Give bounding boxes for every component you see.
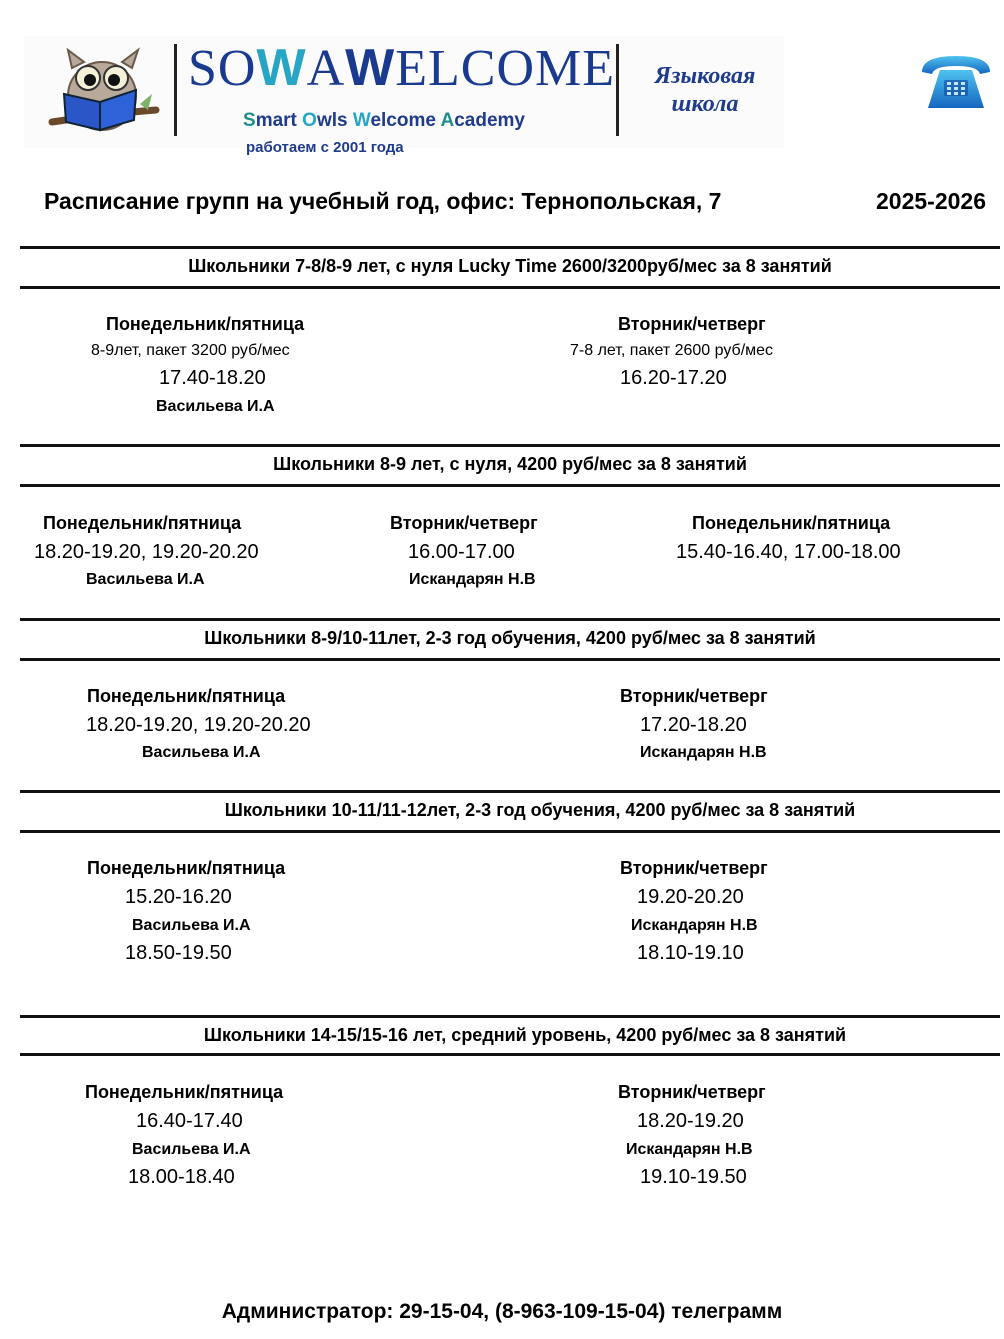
brand-name bbox=[188, 39, 615, 97]
tagline-part: mart bbox=[255, 110, 303, 131]
admin-contact: Администратор: 29-15-04, (8-963-109-15-04) телеграмм bbox=[221, 1300, 783, 1323]
time-slot: 18.20-19.20, 19.20-20.20 bbox=[86, 714, 311, 736]
school-label bbox=[630, 62, 780, 118]
day-label: Вторник/четверг bbox=[390, 513, 538, 533]
time-slot: 19.10-19.50 bbox=[640, 1166, 747, 1188]
time-slot: 18.20-19.20, 19.20-20.20 bbox=[34, 541, 259, 563]
brand-part: ELCOME bbox=[395, 40, 615, 97]
owl-logo-icon bbox=[44, 44, 164, 136]
time-slot: 18.10-19.10 bbox=[637, 942, 744, 964]
brand-part: SO bbox=[188, 40, 257, 97]
academic-year: 2025-2026 bbox=[876, 188, 986, 214]
time-slot: 18.50-19.50 bbox=[125, 942, 232, 964]
school-label-line: Языковая bbox=[654, 63, 756, 89]
day-label: Понедельник/пятница bbox=[85, 1082, 284, 1102]
section-divider bbox=[20, 830, 1000, 833]
section-divider bbox=[20, 246, 1000, 249]
day-label: Понедельник/пятница bbox=[87, 686, 286, 706]
group-note: 7-8 лет, пакет 2600 руб/мес bbox=[570, 342, 774, 359]
day-label: Понедельник/пятница bbox=[43, 513, 242, 533]
section-heading: Школьники 14-15/15-16 лет, средний уровень, 4200 руб/мес за 8 занятий bbox=[203, 1025, 847, 1045]
section-divider bbox=[20, 1015, 1000, 1018]
teacher-name: Васильева И.А bbox=[132, 1141, 251, 1158]
logo-divider bbox=[616, 44, 619, 136]
day-label: Понедельник/пятница bbox=[106, 314, 305, 334]
phone-icon bbox=[918, 52, 994, 114]
school-label-line: школа bbox=[671, 91, 739, 117]
tagline-part: wls bbox=[316, 110, 353, 131]
time-slot: 16.20-17.20 bbox=[620, 367, 727, 389]
section-heading: Школьники 10-11/11-12лет, 2-3 год обучения, 4200 руб/мес за 8 занятий bbox=[224, 800, 856, 820]
section-divider bbox=[20, 484, 1000, 487]
day-label: Вторник/четверг bbox=[620, 686, 768, 706]
time-slot: 16.00-17.00 bbox=[408, 541, 515, 563]
time-slot: 16.40-17.40 bbox=[136, 1110, 243, 1132]
section-heading: Школьники 8-9 лет, с нуля, 4200 руб/мес за 8 занятий bbox=[273, 454, 747, 474]
section-divider bbox=[20, 790, 1000, 793]
time-slot: 18.00-18.40 bbox=[128, 1166, 235, 1188]
tagline-part: S bbox=[243, 110, 256, 131]
time-slot: 15.20-16.20 bbox=[125, 886, 232, 908]
brand-part: W bbox=[256, 39, 307, 97]
day-label: Вторник/четверг bbox=[618, 314, 766, 334]
teacher-name: Васильева И.А bbox=[132, 917, 251, 934]
logo-divider bbox=[174, 44, 177, 136]
section-divider bbox=[20, 618, 1000, 621]
teacher-name: Искандарян Н.В bbox=[640, 744, 767, 761]
brand-tagline bbox=[243, 110, 525, 132]
teacher-name: Васильева И.А bbox=[86, 571, 205, 588]
day-label: Вторник/четверг bbox=[620, 858, 768, 878]
time-slot: 15.40-16.40, 17.00-18.00 bbox=[676, 541, 901, 563]
page-title: Расписание групп на учебный год, офис: Тернопольская, 7 bbox=[44, 188, 722, 214]
section-divider bbox=[20, 1053, 1000, 1056]
teacher-name: Искандарян Н.В bbox=[409, 571, 536, 588]
day-label: Понедельник/пятница bbox=[692, 513, 891, 533]
day-label: Понедельник/пятница bbox=[87, 858, 286, 878]
section-heading: Школьники 8-9/10-11лет, 2-3 год обучения, 4200 руб/мес за 8 занятий bbox=[204, 628, 816, 648]
time-slot: 17.40-18.20 bbox=[159, 367, 266, 389]
teacher-name: Искандарян Н.В bbox=[626, 1141, 753, 1158]
section-divider bbox=[20, 658, 1000, 661]
group-note: 8-9лет, пакет 3200 руб/мес bbox=[91, 342, 290, 359]
tagline-part: cademy bbox=[454, 110, 526, 131]
teacher-name: Искандарян Н.В bbox=[631, 917, 758, 934]
tagline-part: O bbox=[302, 110, 317, 131]
tagline-part: A bbox=[440, 110, 455, 131]
time-slot: 18.20-19.20 bbox=[637, 1110, 744, 1132]
teacher-name: Васильева И.А bbox=[142, 744, 261, 761]
time-slot: 19.20-20.20 bbox=[637, 886, 744, 908]
day-label: Вторник/четверг bbox=[618, 1082, 766, 1102]
teacher-name: Васильева И.А bbox=[156, 398, 275, 415]
brand-part: A bbox=[306, 40, 346, 97]
since-text: работаем с 2001 года bbox=[246, 139, 404, 156]
section-divider bbox=[20, 286, 1000, 289]
brand-part: W bbox=[345, 39, 396, 97]
time-slot: 17.20-18.20 bbox=[640, 714, 747, 736]
tagline-part: W bbox=[352, 110, 371, 131]
tagline-part: elcome bbox=[370, 110, 441, 131]
section-divider bbox=[20, 444, 1000, 447]
section-heading: Школьники 7-8/8-9 лет, с нуля Lucky Time 2600/3200руб/мес за 8 занятий bbox=[188, 256, 832, 276]
